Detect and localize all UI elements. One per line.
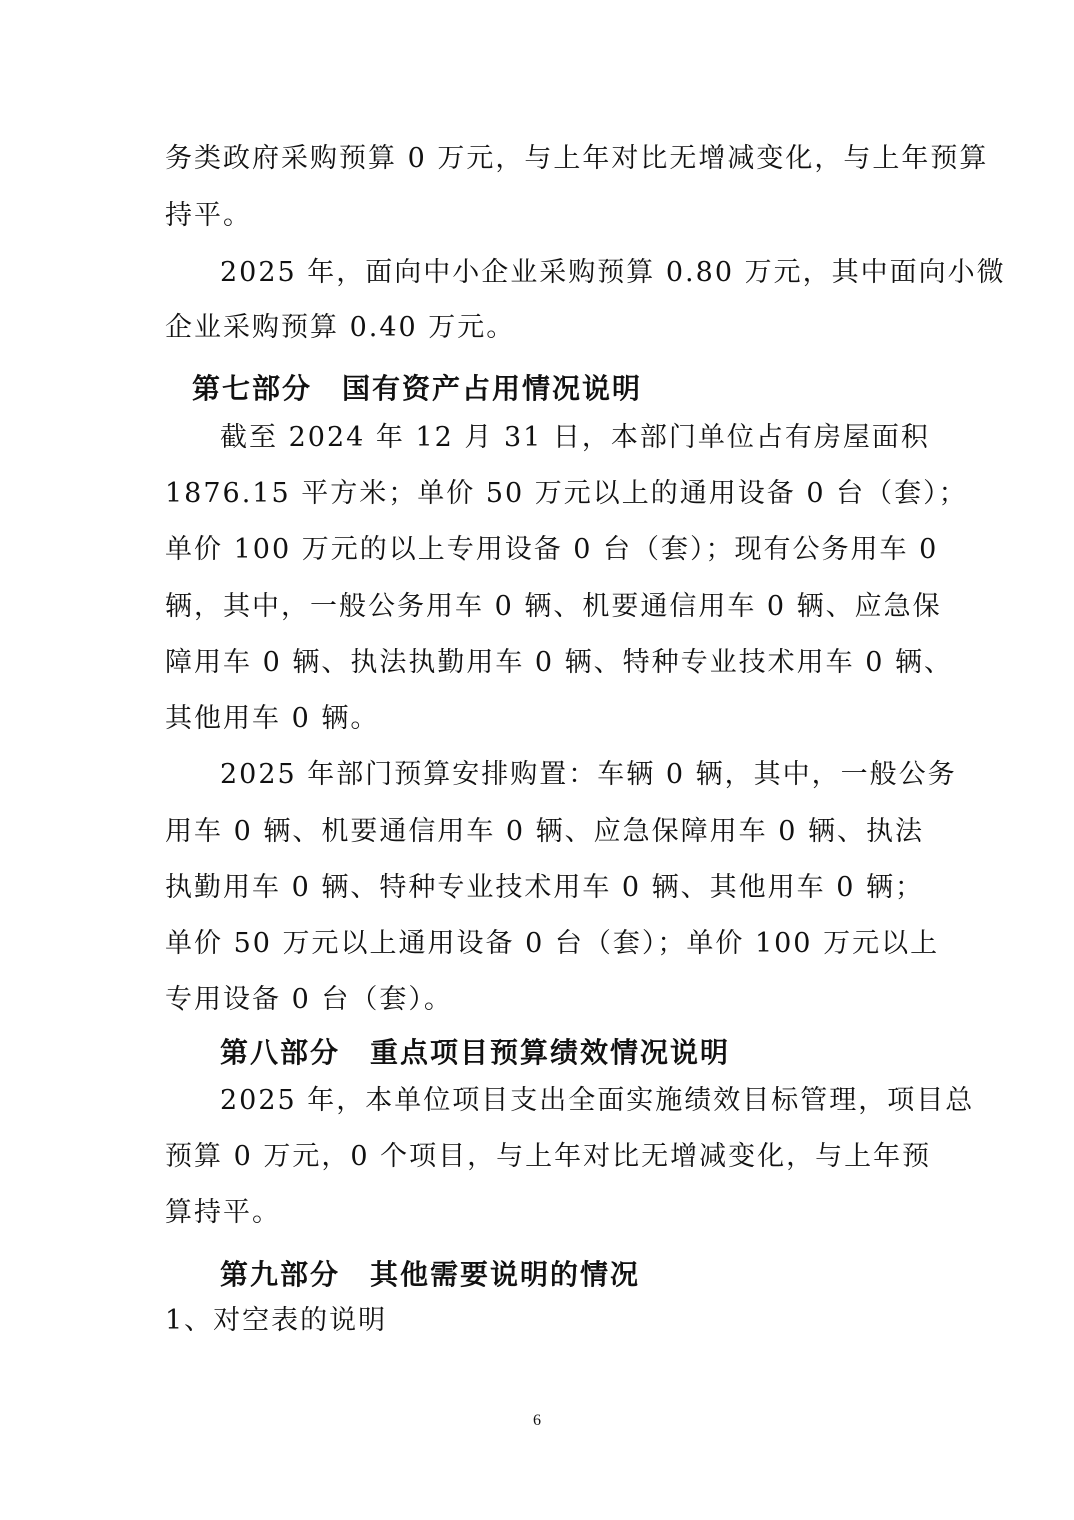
paragraph-line: 辆，其中，一般公务用车 0 辆、机要通信用车 0 辆、应急保 (165, 591, 942, 622)
paragraph-line: 执勤用车 0 辆、特种专业技术用车 0 辆、其他用车 0 辆； (165, 872, 925, 903)
paragraph-line: 企业采购预算 0.40 万元。 (165, 312, 516, 343)
paragraph-line: 1、对空表的说明 (165, 1305, 388, 1336)
paragraph-line: 用车 0 辆、机要通信用车 0 辆、应急保障用车 0 辆、执法 (165, 816, 925, 847)
paragraph-line: 障用车 0 辆、执法执勤用车 0 辆、特种专业技术用车 0 辆、 (165, 647, 954, 678)
paragraph-line: 单价 100 万元的以上专用设备 0 台（套）；现有公务用车 0 (165, 534, 939, 565)
paragraph-line: 务类政府采购预算 0 万元，与上年对比无增减变化，与上年预算 (165, 143, 989, 174)
paragraph-line: 单价 50 万元以上通用设备 0 台（套）；单价 100 万元以上 (165, 928, 940, 959)
paragraph-line: 其他用车 0 辆。 (165, 703, 380, 734)
paragraph-line: 专用设备 0 台（套）。 (165, 984, 453, 1015)
paragraph-line: 截至 2024 年 12 月 31 日，本部门单位占有房屋面积 (220, 422, 930, 453)
section-heading-7: 第七部分 国有资产占用情况说明 (192, 372, 643, 405)
paragraph-line: 2025 年，本单位项目支出全面实施绩效目标管理，项目总 (220, 1085, 975, 1116)
section-heading-9: 第九部分 其他需要说明的情况 (220, 1258, 641, 1291)
paragraph-line: 算持平。 (165, 1197, 281, 1228)
page-number: 6 (533, 1412, 541, 1429)
paragraph-line: 2025 年部门预算安排购置：车辆 0 辆，其中，一般公务 (220, 759, 957, 790)
paragraph-line: 持平。 (165, 200, 252, 231)
paragraph-line: 2025 年，面向中小企业采购预算 0.80 万元，其中面向小微 (220, 257, 1006, 288)
paragraph-line: 1876.15 平方米；单价 50 万元以上的通用设备 0 台（套）； (165, 478, 968, 509)
section-heading-8: 第八部分 重点项目预算绩效情况说明 (220, 1036, 731, 1069)
paragraph-line: 预算 0 万元，0 个项目，与上年对比无增减变化，与上年预 (165, 1141, 932, 1172)
